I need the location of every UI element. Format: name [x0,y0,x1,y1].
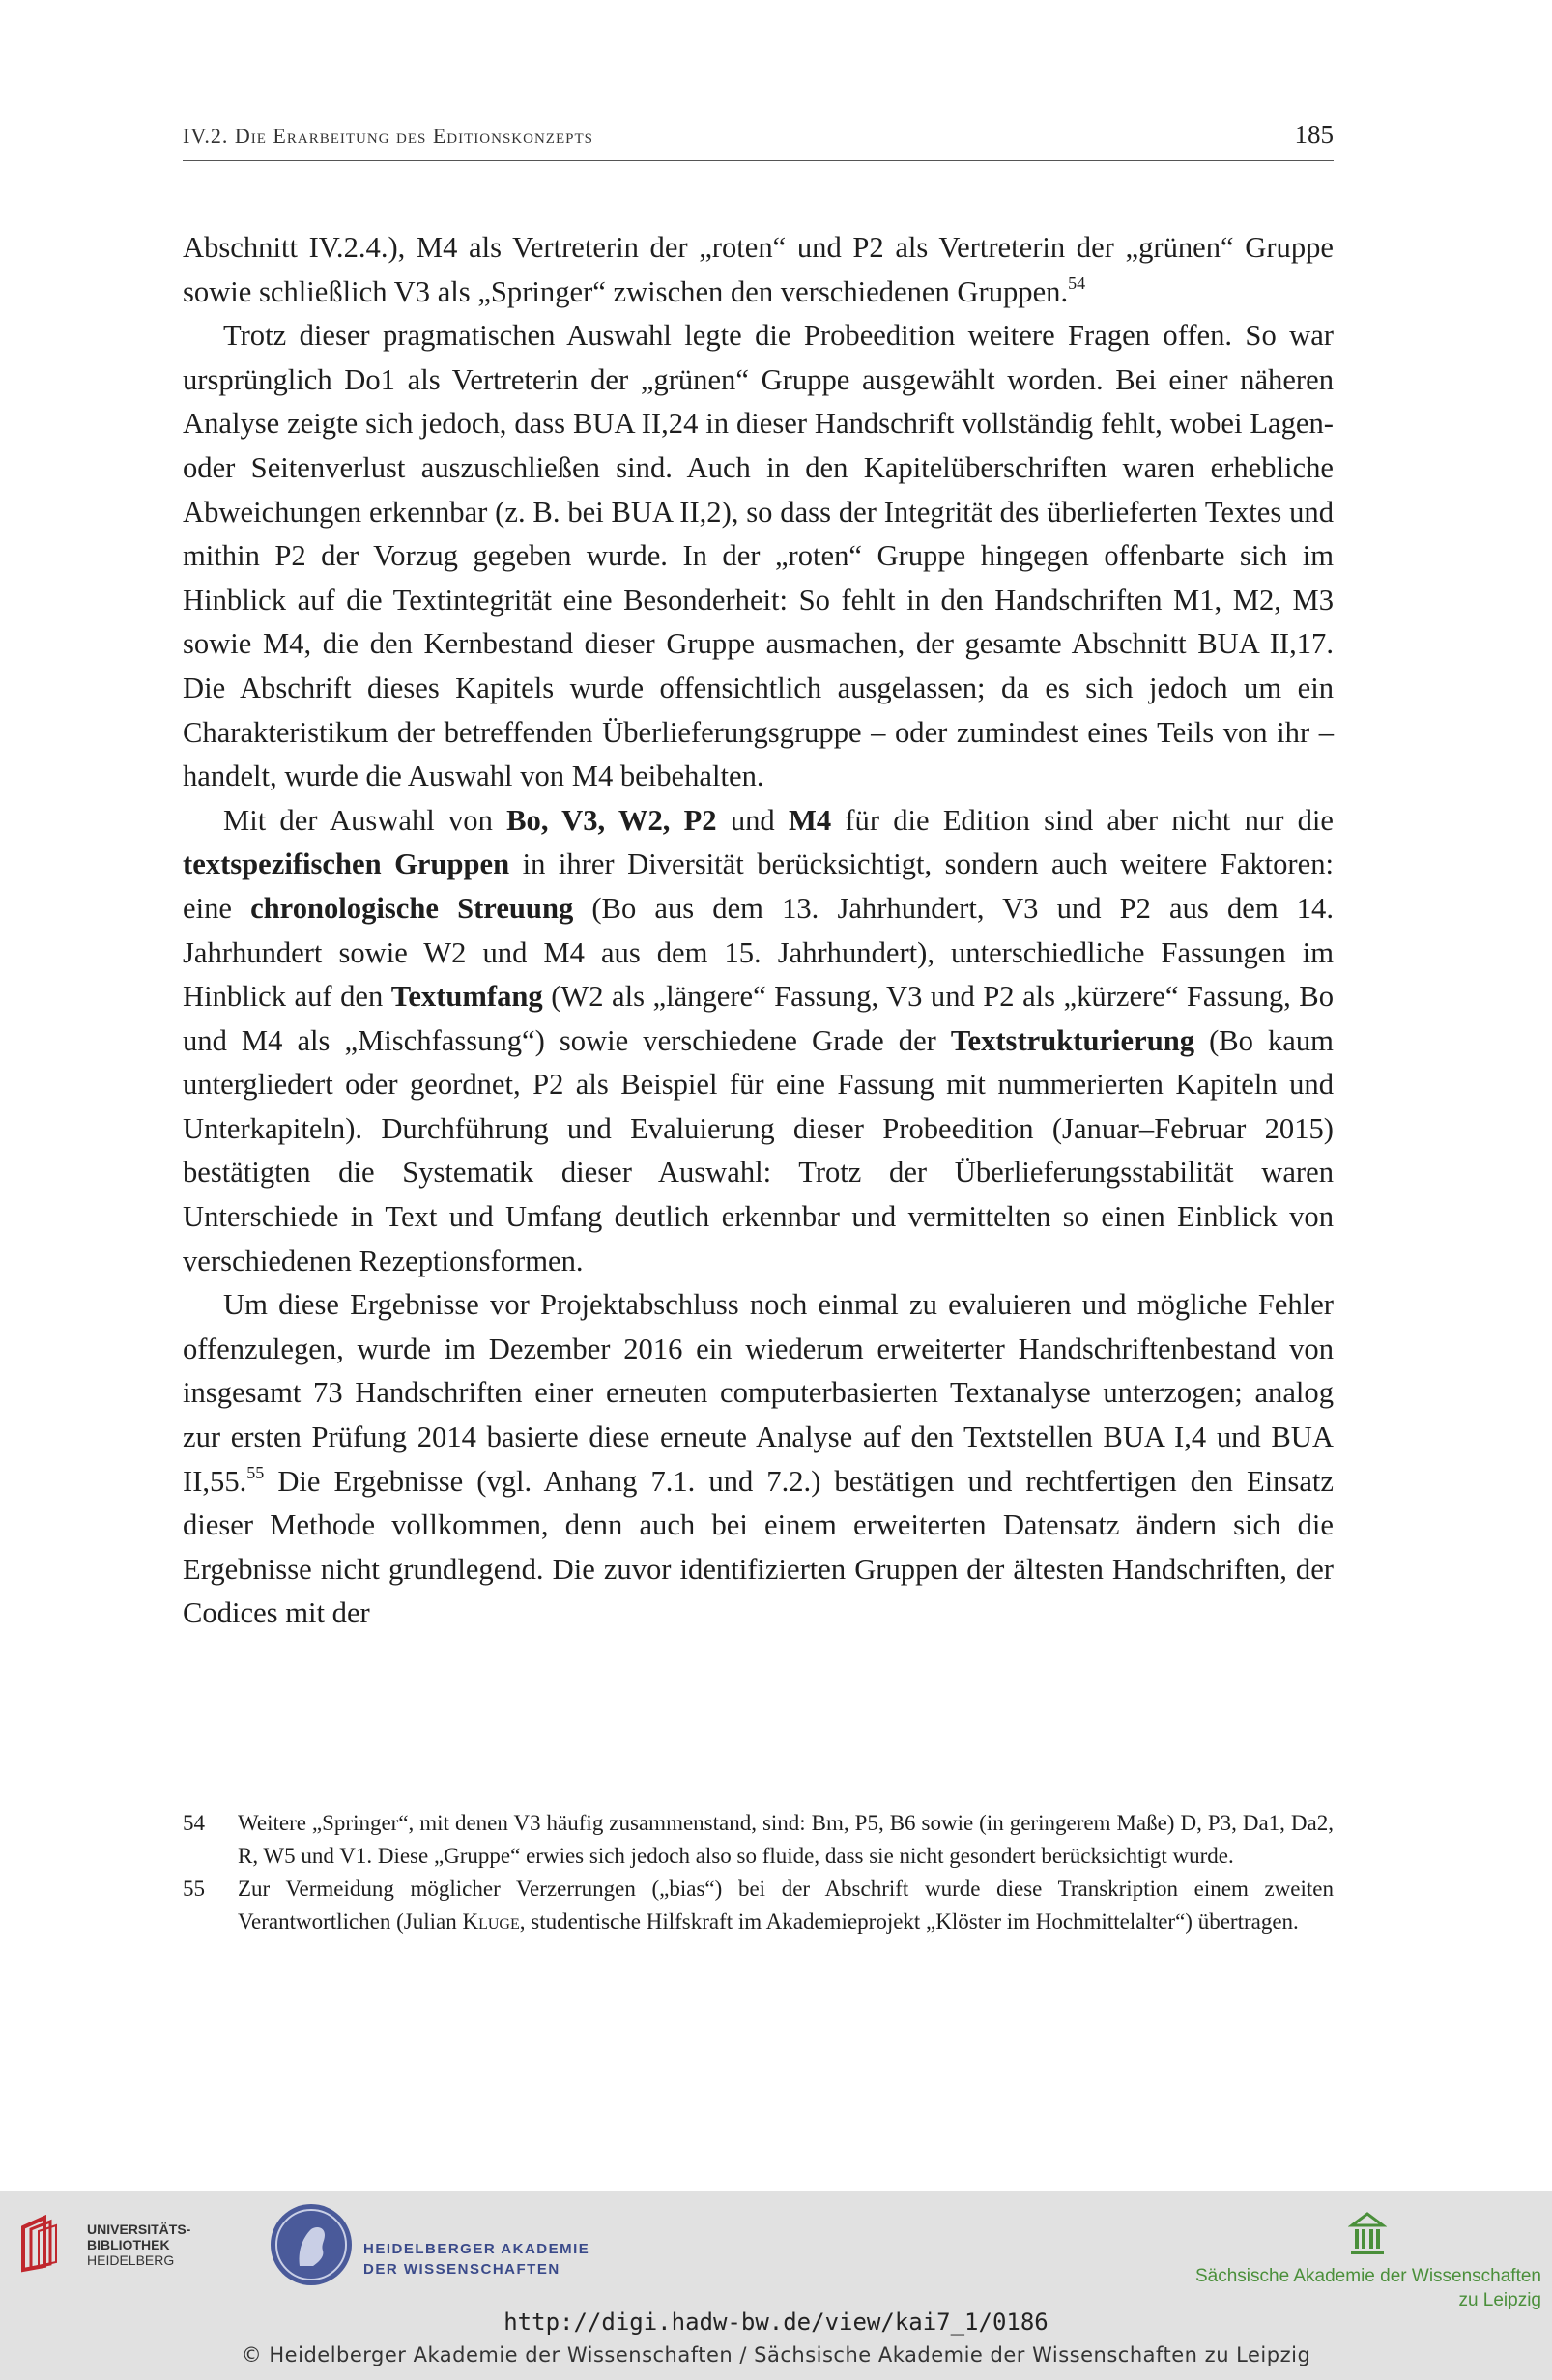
author-name: Kluge [462,1909,520,1934]
saxon-academy-logo[interactable]: Sächsische Akademie der Wissenschaften zu Leipzig [1160,2210,1546,2316]
footnote-text: Weitere „Springer“, mit denen V3 häufig zusammenstand, sind: Bm, P5, B6 sowie (in geringerem Maße) D, P3, Da1, Da2, R, W5 und V1. Diese „Gruppe“ erwies sich jedoch also so fluide, dass sie nicht gesondert berücksichtigt wurde. [238,1811,1334,1868]
academy-seal-icon [267,2200,356,2289]
header-rule [183,160,1334,161]
digitization-footer [0,2191,1552,2380]
footnote-55 [183,1873,1334,1938]
running-header [183,120,1334,158]
paragraph-3: Mit der Auswahl von Bo, V3, W2, P2 und M4 für die Edition sind aber nicht nur die textspezifischen Gruppen in ihrer Diversität berücksichtigt, sondern auch weitere Faktoren: eine chronologische Streuung (Bo aus dem 13. Jahrhundert, V3 und P2 aus dem 14. Jahrhundert sowie W2 und M4 aus dem 15. Jahrhundert), unterschiedliche Fassungen im Hinblick auf den Textumfang (W2 als „längere“ Fassung, V3 und P2 als „kürzere“ Fassung, Bo und M4 als „Mischfassung“) sowie verschiedene Grade der Textstrukturierung (Bo kaum untergliedert oder geordnet, P2 als Beispiel für eine Fassung mit nummerierten Kapiteln und Unterkapiteln). Durchführung und Evaluierung dieser Probeedition (Januar–Februar 2015) bestätigten die Systematik dieser Auswahl: Trotz der Überlieferungsstabilität waren Unterschiede in Text und Umfang deutlich erkennbar und vermittelten so einen Einblick von verschiedenen Rezeptionsformen. [183,803,1335,1277]
university-library-logo[interactable]: UNIVERSITÄTS- BIBLIOTHEK HEIDELBERG [17,2210,211,2278]
permalink-url[interactable]: http://digi.hadw-bw.de/view/kai7_1/0186 [503,2308,1049,2336]
footnote-ref-54: 54 [1068,272,1086,293]
footnote-54 [183,1807,1334,1873]
heidelberg-academy-logo[interactable]: HEIDELBERGER AKADEMIE DER WISSENSCHAFTEN [267,2200,605,2297]
copyright-notice: © Heidelberger Akademie der Wissenschaften / Sächsische Akademie der Wissenschaften zu Leipzig [241,2343,1311,2366]
footnotes [183,1807,1334,1938]
paragraph-4: Um diese Ergebnisse vor Projektabschluss noch einmal zu evaluieren und mögliche Fehler offenzulegen, wurde im Dezember 2016 ein wiederum erweiterter Handschriftenbestand von insgesamt 73 Handschriften einer erneuten computerbasierten Textanalyse unterzogen; analog zur ersten Prüfung 2014 basierte diese erneute Analyse auf den Textstellen BUA I,4 und BUA II,55.55 Die Ergebnisse (vgl. Anhang 7.1. und 7.2.) bestätigen und rechtfertigen den Einsatz dieser Methode vollkommen, denn auch bei einem erweiterten Datensatz ändern sich die Ergebnisse nicht grundlegend. Die zuvor identifizierten Gruppen der ältesten Handschriften, der Codices mit der [183,1288,1334,1630]
paragraph-1: Abschnitt IV.2.4.), M4 als Vertreterin der „roten“ und P2 als Vertreterin der „grünen“ Gruppe sowie schließlich V3 als „Springer“ zwischen den verschiedenen Gruppen.$^{54}$ [183,231,1334,308]
paragraph-2: Trotz dieser pragmatischen Auswahl legte die Probeedition weitere Fragen offen. So war ursprünglich Do1 als Vertreterin der „grünen“ Gruppe ausgewählt worden. Bei einer näheren Analyse zeigte sich jedoch, dass BUA II,24 in dieser Handschrift vollständig fehlt, wobei Lagen- oder Seitenverlust auszuschließen sind. Auch in den Kapitelüberschriften waren erhebliche Abweichungen erkennbar (z. B. bei BUA II,2), so dass der Integrität des überlieferten Textes und mithin P2 der Vorzug gegeben wurde. In der „roten“ Gruppe hingegen offenbarte sich im Hinblick auf die Textintegrität eine Besonderheit: So fehlt in den Handschriften M1, M2, M3 sowie M4, die den Kernbestand dieser Gruppe ausmachen, der gesamte Abschnitt BUA II,17. Die Abschrift dieses Kapitels wurde offensichtlich ausgelassen; da es sich jedoch um ein Charakteristikum der betreffenden Überlieferungsgruppe – oder zumindest eines Teils von ihr – handelt, wurde die Auswahl von M4 beibehalten. [183,319,1334,793]
footnote-ref-55: 55 [246,1462,265,1482]
running-title: IV.2. Die Erarbeitung des Editionskonzepts [183,124,593,148]
main-text [183,226,1334,1636]
saxon-academy-logo-icon [1348,2210,1387,2256]
footnote-text: Zur Vermeidung möglicher Verzerrungen („bias“) bei der Abschrift wurde diese Transkription einem zweiten Verantwortlichen (Julian Kluge, studentische Hilfskraft im Akademieprojekt „Klöster im Hochmittelalter“) übertragen. [238,1877,1334,1934]
footnote-number: 54 [183,1811,205,1835]
university-library-logo-icon [17,2210,77,2274]
page-number: 185 [1294,120,1334,149]
footnote-number: 55 [183,1877,205,1901]
